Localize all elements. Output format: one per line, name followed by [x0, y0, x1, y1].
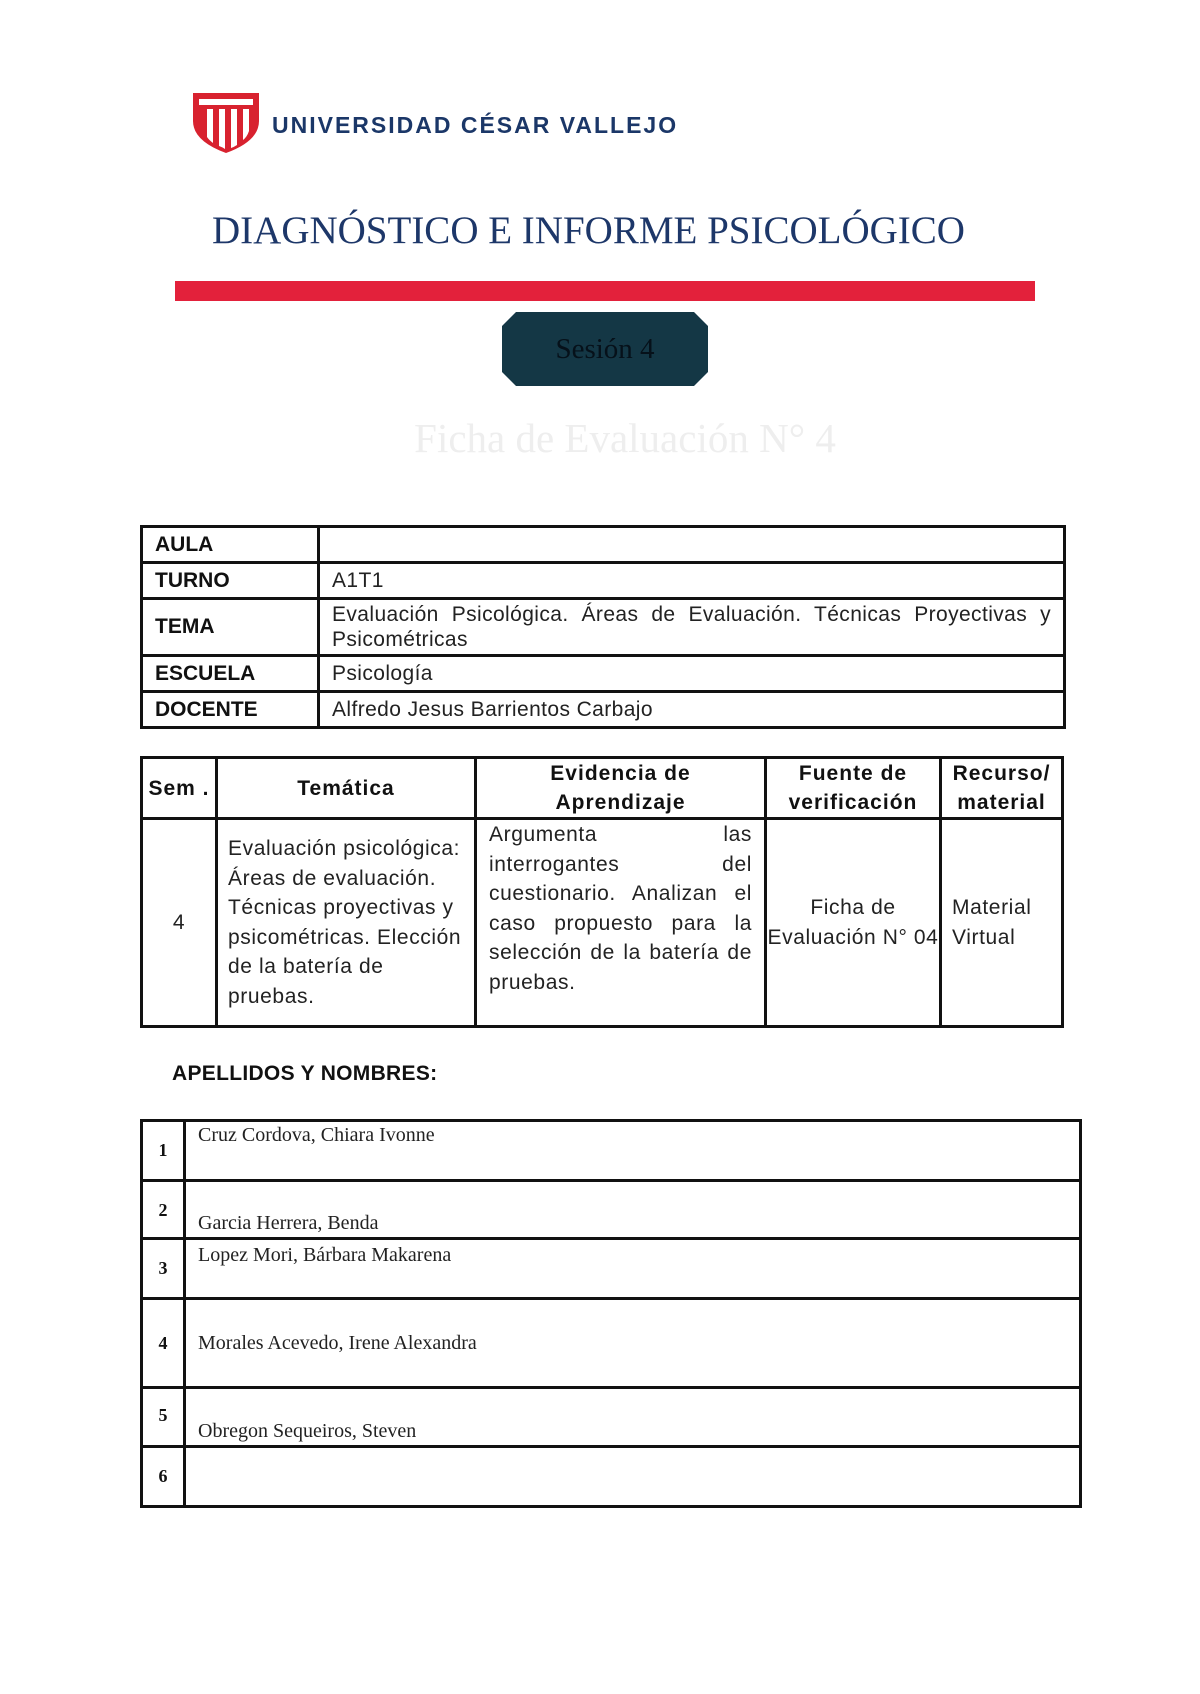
- tema-value: Evaluación Psicológica. Áreas de Evaluación. Técnicas Proyectivas y Psicométricas: [319, 599, 1065, 656]
- header-evidencia: Evidencia de Aprendizaje: [476, 758, 766, 819]
- student-name: Obregon Sequeiros, Steven: [185, 1388, 1081, 1447]
- names-heading: APELLIDOS Y NOMBRES:: [172, 1062, 438, 1085]
- escuela-row: [142, 656, 1065, 692]
- aula-row: [142, 527, 1065, 563]
- escuela-value: Psicología: [319, 656, 1065, 692]
- university-name: UNIVERSIDAD CÉSAR VALLEJO: [272, 112, 679, 138]
- turno-row: [142, 563, 1065, 599]
- name-row: [142, 1181, 1081, 1239]
- session-label: Sesión 4: [555, 332, 655, 365]
- student-name: Cruz Cordova, Chiara Ivonne: [185, 1121, 1081, 1181]
- name-row-number: 2: [142, 1181, 185, 1239]
- header-tematica: Temática: [217, 758, 476, 819]
- topic-header-row: [142, 758, 1063, 819]
- name-row-number: 4: [142, 1299, 185, 1388]
- topic-row: [142, 819, 1063, 1027]
- course-info-table: [140, 525, 1066, 729]
- cell-sem: 4: [142, 819, 217, 1027]
- escuela-label: ESCUELA: [142, 656, 319, 692]
- student-name: [185, 1447, 1081, 1507]
- tema-label: TEMA: [142, 599, 319, 656]
- tema-row: [142, 599, 1065, 656]
- aula-value: [319, 527, 1065, 563]
- name-row: [142, 1299, 1081, 1388]
- name-row-number: 1: [142, 1121, 185, 1181]
- header-recurso: Recurso/material: [941, 758, 1063, 819]
- docente-label: DOCENTE: [142, 692, 319, 728]
- name-row-number: 3: [142, 1239, 185, 1299]
- student-names-table: [140, 1119, 1082, 1508]
- name-row-number: 5: [142, 1388, 185, 1447]
- aula-label: AULA: [142, 527, 319, 563]
- name-row: [142, 1239, 1081, 1299]
- topic-table: [140, 756, 1064, 1028]
- name-row: [142, 1121, 1081, 1181]
- student-name: Lopez Mori, Bárbara Makarena: [185, 1239, 1081, 1299]
- cell-tematica: Evaluación psicológica: Áreas de evaluación. Técnicas proyectivas y psicométricas. Elección de la batería de pruebas.: [217, 819, 476, 1027]
- header-fuente: Fuente de verificación: [766, 758, 941, 819]
- university-shield-logo-icon: [193, 93, 259, 153]
- cell-recurso: Material Virtual: [941, 819, 1063, 1027]
- docente-value: Alfredo Jesus Barrientos Carbajo: [319, 692, 1065, 728]
- turno-label: TURNO: [142, 563, 319, 599]
- session-badge: [502, 312, 708, 386]
- evaluation-sheet-title: Ficha de Evaluación N° 4: [414, 415, 836, 461]
- turno-value: A1T1: [319, 563, 1065, 599]
- cell-fuente: Ficha de Evaluación N° 04: [766, 819, 941, 1027]
- student-name: Morales Acevedo, Irene Alexandra: [185, 1299, 1081, 1388]
- name-row-number: 6: [142, 1447, 185, 1507]
- title-divider: [175, 281, 1035, 301]
- name-row: [142, 1447, 1081, 1507]
- header-sem: Sem .: [142, 758, 217, 819]
- name-row: [142, 1388, 1081, 1447]
- document-title: DIAGNÓSTICO E INFORME PSICOLÓGICO: [212, 209, 965, 252]
- docente-row: [142, 692, 1065, 728]
- student-name: Garcia Herrera, Benda: [185, 1181, 1081, 1239]
- cell-evidencia: Argumenta las interrogantes del cuestionario. Analizan el caso propuesto para la selección de la batería de pruebas.: [476, 819, 766, 1027]
